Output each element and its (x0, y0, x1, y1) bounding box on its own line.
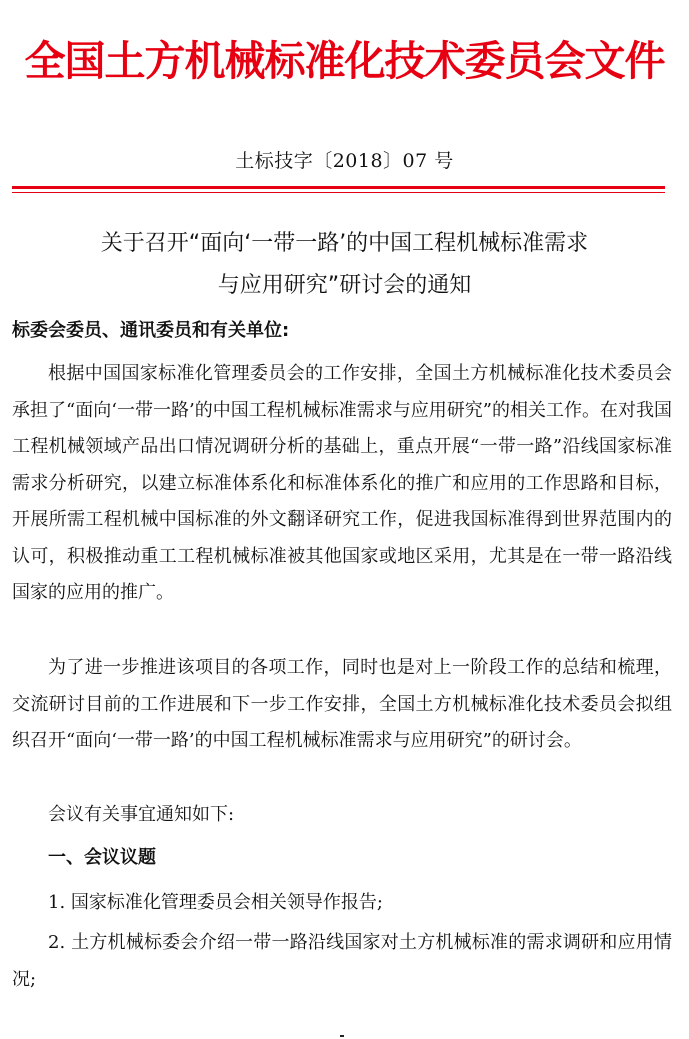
notice-title-line-1: 关于召开“面向‘一带一路’的中国工程机械标准需求 (100, 231, 589, 256)
agenda-item-1: 1. 国家标准化管理委员会相关领导作报告; (48, 892, 383, 913)
body-paragraph-1: 根据中国国家标准化管理委员会的工作安排，全国土方机械标准化技术委员会承担了“面向‘一带一路’的中国工程机械标准需求与应用研究”的相关工作。在对我国工程机械领域产品出口情况调研分析的基础上，重点开展“一带一路”沿线国家标准需求分析研究，以建立标准体系化和标准体系化的推广和应用的工作思路和目标，开展所需工程机械中国标准的外文翻译研究工作，促进我国标准得到世界范围内的认可，积极推动重工工程机械标准被其他国家或地区采用，尤其是在一带一路沿线国家的应用的推广。 (12, 363, 672, 603)
body-paragraph-2: 为了进一步推进该项目的各项工作，同时也是对上一阶段工作的总结和梳理，交流研讨目前的工作进展和下一步工作安排，全国土方机械标准化技术委员会拟组织召开“面向‘一带一路’的中国工程机械标准需求与应用研究”的研讨会。 (12, 657, 672, 751)
salutation: 标委会委员、通讯委员和有关单位: (12, 320, 290, 341)
notice-title-line-2: 与应用研究”研讨会的通知 (217, 273, 472, 298)
header-divider-thin (12, 192, 665, 193)
body-paragraph-3: 会议有关事宜通知如下: (48, 804, 235, 825)
section-heading-agenda: 一、会议议题 (48, 847, 156, 868)
page-footer-mark (340, 1035, 344, 1037)
header-divider-thick (12, 186, 665, 189)
org-header-title: 全国土方机械标准化技术委员会文件 (24, 37, 665, 85)
agenda-item-2: 2. 土方机械标委会介绍一带一路沿线国家对土方机械标准的需求调研和应用情况; (12, 932, 672, 990)
document-number: 土标技字〔2018〕07 号 (235, 150, 454, 172)
